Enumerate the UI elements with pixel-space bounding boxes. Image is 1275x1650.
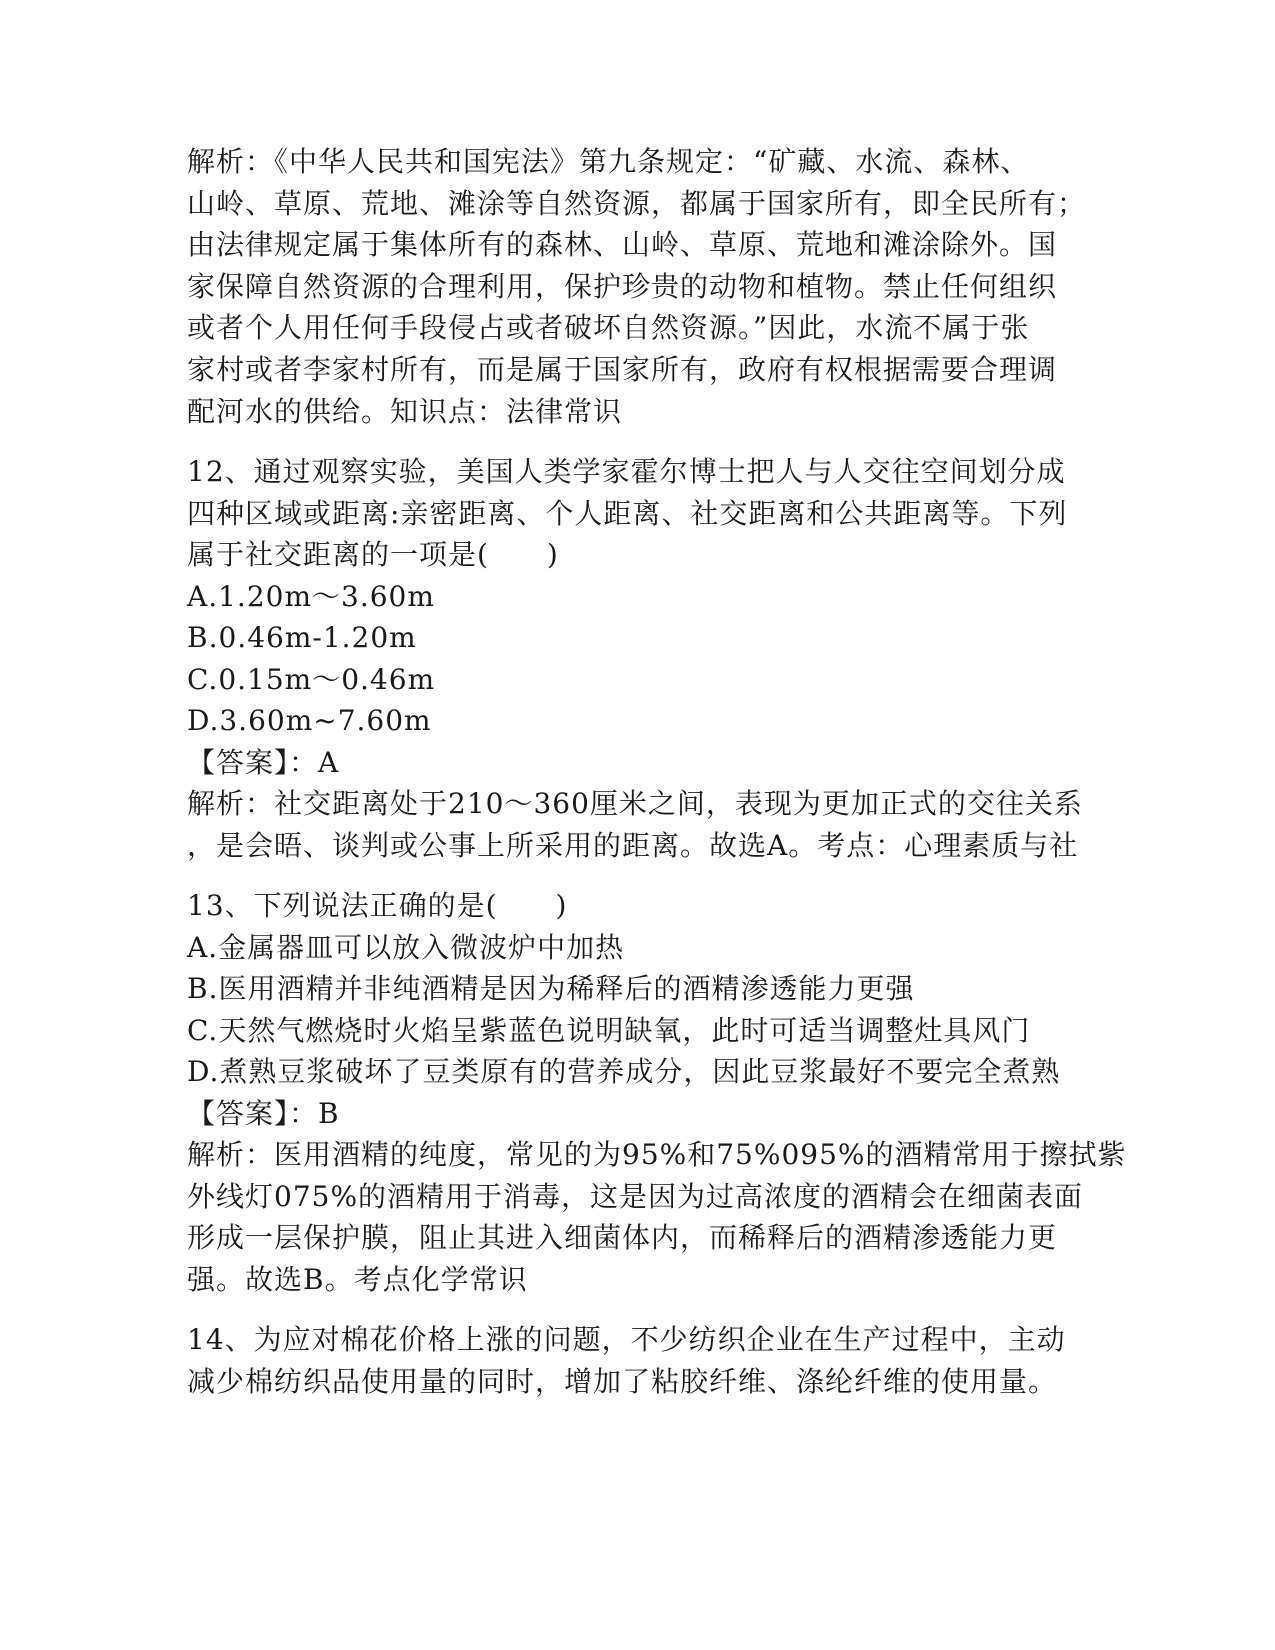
q13-option-c: C.天然气燃烧时火焰呈紫蓝色说明缺氧，此时可适当调整灶具风门	[187, 1014, 1031, 1047]
q12-analysis-line: ，是会晤、谈判或公事上所采用的距离。故选A。考点：心理素质与社	[187, 829, 1079, 862]
q13-analysis-line: 形成一层保护膜，阻止其进入细菌体内，而稀释后的酒精渗透能力更	[187, 1221, 1058, 1254]
q11-analysis-line: 由法律规定属于集体所有的森林、山岭、草原、荒地和滩涂除外。国	[187, 228, 1058, 261]
q12-option-c: C.0.15m～0.46m	[187, 663, 436, 696]
q12-option-b: B.0.46m-1.20m	[187, 621, 417, 654]
q12-analysis-line: 解析：社交距离处于210～360厘米之间，表现为更加正式的交往关系	[187, 787, 1083, 820]
q12-answer: 【答案】：A	[187, 746, 340, 779]
q12-stem-line: 四种区域或距离:亲密距离、个人距离、社交距离和公共距离等。下列	[187, 497, 1068, 530]
q12-stem-line: 属于社交距离的一项是( )	[187, 538, 559, 571]
q11-analysis-line: 家村或者李家村所有，而是属于国家所有，政府有权根据需要合理调	[187, 353, 1058, 386]
q12-option-a: A.1.20m～3.60m	[187, 580, 435, 613]
q11-analysis-line: 配河水的供给。知识点：法律常识	[187, 395, 623, 428]
q11-analysis-line: 或者个人用任何手段侵占或者破坏自然资源。”因此，水流不属于张	[187, 311, 1030, 344]
q11-analysis-line: 解析：《中华人民共和国宪法》第九条规定：“矿藏、水流、森林、	[187, 145, 1030, 178]
q13-option-b: B.医用酒精并非纯酒精是因为稀释后的酒精渗透能力更强	[187, 972, 915, 1005]
q14-stem-line: 14、为应对棉花价格上涨的问题，不少纺织企业在生产过程中，主动	[187, 1323, 1066, 1356]
q14-stem-line: 减少棉纺织品使用量的同时，增加了粘胶纤维、涤纶纤维的使用量。	[187, 1365, 1058, 1398]
q13-stem-line: 13、下列说法正确的是( )	[187, 889, 568, 922]
q13-option-a: A.金属器皿可以放入微波炉中加热	[187, 931, 625, 964]
q12-stem-line: 12、通过观察实验，美国人类学家霍尔博士把人与人交往空间划分成	[187, 455, 1066, 488]
q13-analysis-line: 外线灯075%的酒精用于消毒，这是因为过高浓度的酒精会在细菌表面	[187, 1180, 1084, 1213]
q13-analysis-line: 强。故选B。考点化学常识	[187, 1263, 528, 1296]
q13-answer: 【答案】：B	[187, 1097, 340, 1130]
q11-analysis-line: 家保障自然资源的合理利用，保护珍贵的动物和植物。禁止任何组织	[187, 270, 1058, 303]
q11-analysis-line: 山岭、草原、荒地、滩涂等自然资源，都属于国家所有，即全民所有；	[187, 187, 1087, 220]
q13-option-d: D.煮熟豆浆破坏了豆类原有的营养成分，因此豆浆最好不要完全煮熟	[187, 1055, 1061, 1088]
q13-analysis-line: 解析：医用酒精的纯度，常见的为95%和75%095%的酒精常用于擦拭紫	[187, 1138, 1127, 1171]
q12-option-d: D.3.60m~7.60m	[187, 704, 432, 737]
